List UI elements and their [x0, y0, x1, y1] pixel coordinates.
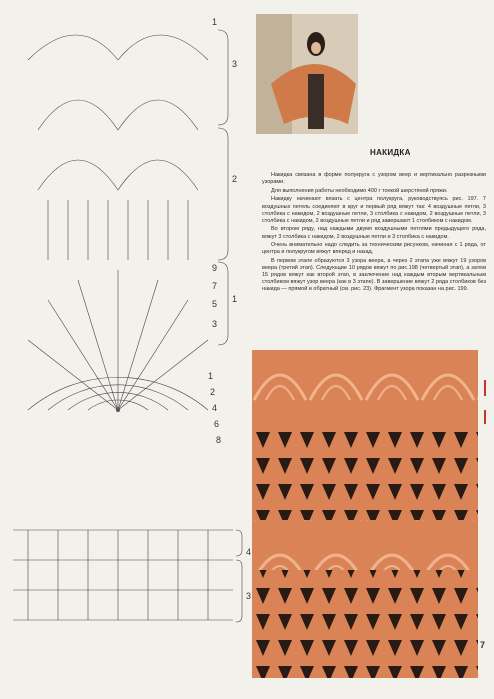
stage-label: 2 — [232, 174, 238, 184]
edge-mark — [484, 410, 486, 424]
model-photo — [256, 14, 358, 134]
lace-pattern-illustration — [252, 350, 478, 678]
article-paragraph: В первом этапе образуются 3 узора веера, а через 2 этапа уже вяжут 19 узоров веера (третий этап). Следующие 10 рядов вяжут по рис.198 (четвертый этап), а затем 15 рядов вяжут как второй этап, в заключение над каждым вторым вертикальным столбиком вяжут узор веера (как в 3 этапе). В завершение вяжут 2 ряда столбиков без накида — прямой и обратный (см. рис. 23). Фрагмент узора показан на рис. 199. — [262, 258, 486, 293]
lace-swatch-photo — [252, 350, 478, 678]
edge-mark — [484, 380, 486, 396]
row-label: 5 — [212, 299, 218, 309]
article-paragraph: Накидку начинают вязать с центра полукруга, руководствуясь рис. 197. 7 воздушных петель соединяют в круг и первый ряд вяжут так: 4 воздушные петли, 3 столбика с накидом, 2 воздушные петли, 3 столбика с накидом, 2 воздушные петли, 3 столбика с накидом, 2 воздушные петли и ряд завершают 1 столбиком с накидом. — [262, 196, 486, 224]
crochet-chart-main — [8, 10, 240, 480]
row-label: 4 — [212, 403, 218, 413]
page-number: 7 — [480, 640, 486, 650]
cape-photo-illustration — [256, 14, 358, 134]
article-paragraph: Для выполнения работы необходимо 400 г тонкой шерстяной пряжи. — [271, 187, 448, 194]
row-label: 8 — [216, 435, 222, 445]
row-label: 1 — [212, 17, 218, 27]
article-paragraph: Очень внимательно надо следить за техническим рисунком, начиная с 1 ряда, от центра и полукругом вяжут вперед и назад. — [262, 242, 486, 256]
row-label: 7 — [212, 281, 218, 291]
article-paragraph: Во втором ряду, над каждыми двумя воздушными петлями предыдущего ряда, вяжут 3 столбика с накидом, 2 воздушные петли и 3 столбика с накидом. — [262, 226, 486, 240]
article-body — [262, 172, 486, 344]
article-title: НАКИДКА — [370, 148, 411, 157]
stage-label: 3 — [232, 59, 238, 69]
stage-label: 4 — [246, 547, 252, 557]
crochet-chart-strip — [8, 520, 258, 640]
row-label: 3 — [212, 319, 218, 329]
stage-label: 3 — [246, 591, 252, 601]
stage-label: 1 — [232, 294, 238, 304]
row-label: 9 — [212, 263, 218, 273]
article-paragraph: Накидка связана в форме полукруга с узором веер и вертикально разрезными узорами. — [262, 172, 486, 186]
row-label: 1 — [208, 371, 214, 381]
row-label: 2 — [210, 387, 216, 397]
row-label: 6 — [214, 419, 220, 429]
